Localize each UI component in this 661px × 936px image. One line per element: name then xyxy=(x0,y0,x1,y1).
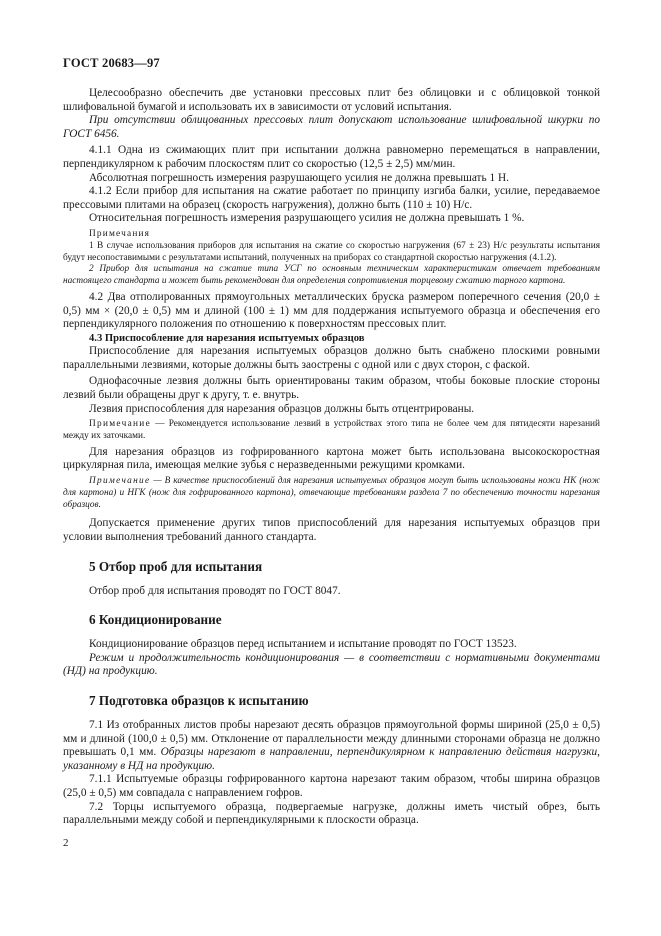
clause-7-1-1: 7.1.1 Испытуемые образцы гофрированного картона нарезают таким образом, чтобы ширина образцов (25,0 ± 0,5) мм совпадала с направлением гофров. xyxy=(63,773,600,799)
clause-7-2: 7.2 Торцы испытуемого образца, подвергаемые нагрузке, должны иметь чистый обрез, быть параллельными между собой и перпендикулярными к плоскости образца. xyxy=(63,800,600,827)
paragraph-italic: Режим и продолжительность кондиционирования — в соответствии с нормативными документами (НД) на продукцию. xyxy=(63,651,600,678)
paragraph: Целесообразно обеспечить две установки прессовых плит без облицовки и с облицовкой тонкой шлифовальной бумагой и использовать их в зависимости от условий испытания. xyxy=(63,87,600,113)
paragraph: Однофасочные лезвия должны быть ориентированы таким образом, чтобы боковые плоские стороны лезвий были обращены друг к другу, т. е. внутрь. xyxy=(63,375,600,402)
clause-4-1-2: 4.1.2 Если прибор для испытания на сжатие работает по принципу изгиба балки, усилие, передаваемое прессовыми плитами на образец (скорость нагружения), должно быть (110 ± 10) Н/с. xyxy=(63,185,600,211)
page-header-standard-code: ГОСТ 20683—97 xyxy=(63,56,160,70)
paragraph: Приспособление для нарезания испытуемых образцов должно быть снабжено плоскими ровными параллельными лезвиями, которые должны быть заострены с одной или с двух сторон, с фаской. xyxy=(63,345,600,371)
paragraph: Для нарезания образцов из гофрированного картона может быть использована высокоскоростная циркулярная пила, имеющая мелкие зубья с неразведенными режущими кромками. xyxy=(63,445,600,472)
clause-4-2: 4.2 Два отполированных прямоугольных металлических бруска размером поперечного сечения (20,0 ± 0,5) мм × (20,0 ± 0,5) мм и длиной (100 ± 1) мм для поддержания испытуемого образца и обеспечения его перпендикулярного положения по отношению к поверхностям прессовых плит. xyxy=(63,290,600,331)
paragraph: Кондиционирование образцов перед испытанием и испытание проводят по ГОСТ 13523. xyxy=(89,638,517,651)
note-label: Примечание xyxy=(89,419,151,430)
note-text: — В качестве приспособлений для нарезания испытуемых образцов могут быть использованы ножи НК (нож для картона) и НГК (нож для гофрированного картона), отвечающие требованиям раздела 7 по обеспечению точности нарезания образцов. xyxy=(63,476,600,510)
note-2: 2 Прибор для испытания на сжатие типа УСГ по основным техническим характеристикам отвечает требованиям настоящего стандарта и может быть рекомендован для определения сопротивления торцевому сжатию тарного картона. xyxy=(63,264,600,287)
clause-text-italic: Образцы нарезают в направлении, перпендикулярном к направлению действия нагрузки, указанному в НД на продукцию. xyxy=(63,746,601,772)
paragraph: Отбор проб для испытания проводят по ГОСТ 8047. xyxy=(89,584,341,597)
paragraph: Лезвия приспособления для нарезания образцов должны быть отцентрированы. xyxy=(89,402,475,415)
note-3 xyxy=(63,419,600,443)
paragraph: Абсолютная погрешность измерения разрушающего усилия не должна превышать 1 Н. xyxy=(89,171,509,184)
note-label: Примечание xyxy=(89,476,151,487)
paragraph: Допускается применение других типов приспособлений для нарезания испытуемых образцов при условии выполнения требований данного стандарта. xyxy=(63,517,600,544)
clause-text: 7.1 Из отобранных листов пробы нарезают десять образцов прямоугольной формы шириной (25,0 ± 0,5) мм и длиной (100,0 ± 0,5) мм. Отклонение от параллельности между длинными сторонами образца не должно превышать 0,1 мм. xyxy=(63,719,600,759)
note-4 xyxy=(63,476,600,511)
paragraph-italic: При отсутствии облицованных прессовых плит допускают использование шлифовальной шкурки по ГОСТ 6456. xyxy=(63,114,600,140)
clause-4-1-1: 4.1.1 Одна из сжимающих плит при испытании должна равномерно перемещаться в направлении, перпендикулярном к рабочим плоскостям плит со скоростью (12,5 ± 2,5) мм/мин. xyxy=(63,144,600,170)
notes-heading: Примечания xyxy=(89,228,151,239)
clause-4-3-heading: 4.3 Приспособление для нарезания испытуемых образцов xyxy=(89,332,365,344)
note-text: — Рекомендуется использование лезвий в устройствах этого типа не более чем для пятидесяти нарезаний между их заточками. xyxy=(63,419,600,442)
section-6-title: 6 Кондиционирование xyxy=(89,612,222,628)
document-body xyxy=(63,81,600,828)
clause-7-1 xyxy=(63,719,600,773)
note-1: 1 В случае использования приборов для испытания на сжатие со скоростью нагружения (67 ± 23) Н/с результаты испытания будут несопоставимыми с результатами испытаний, полученных на приборах со стандартной скоростью нагружения (4.1.2). xyxy=(63,240,600,263)
page-number: 2 xyxy=(63,837,69,849)
paragraph: Относительная погрешность измерения разрушающего усилия не должна превышать 1 %. xyxy=(89,212,525,225)
section-5-title: 5 Отбор проб для испытания xyxy=(89,558,263,574)
section-7-title: 7 Подготовка образцов к испытанию xyxy=(89,693,309,708)
